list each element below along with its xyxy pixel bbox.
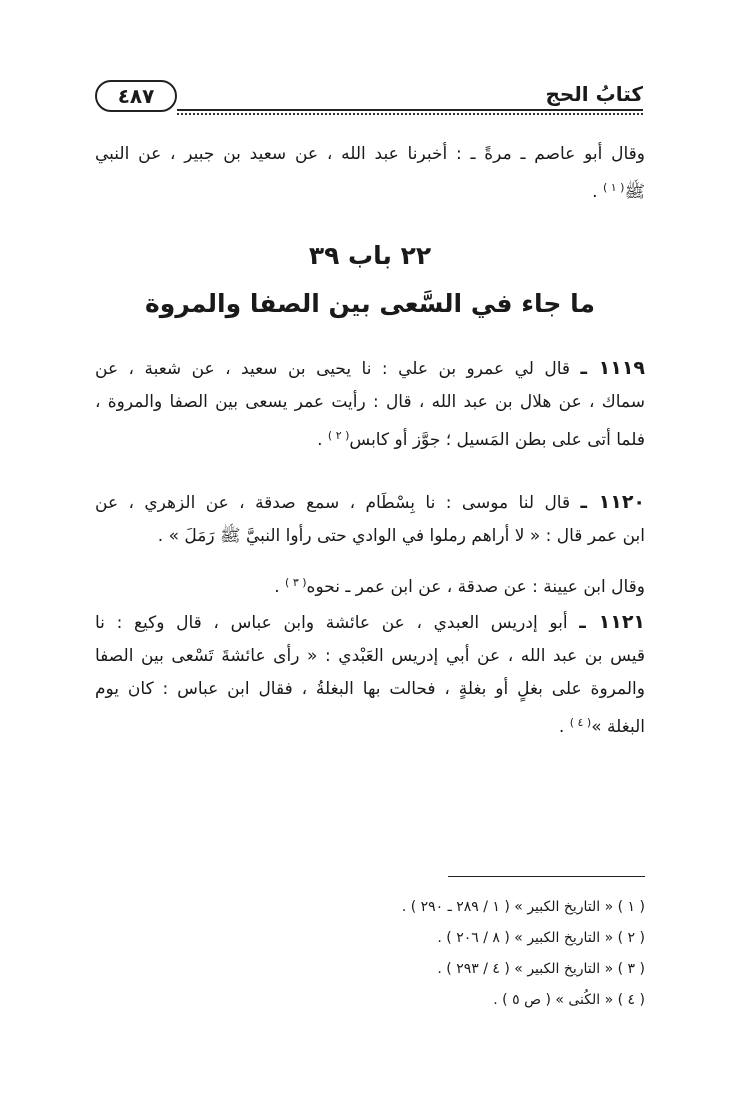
book-title: كتابُ الحج bbox=[545, 82, 643, 106]
hadith-number: ١١٢٠ ـ bbox=[580, 491, 646, 513]
hadith-line: ابن عمر قال : « لا أراهم رملوا في الوادي حتى رأوا النبيَّ ﷺ رَمَلَ » . bbox=[157, 526, 645, 546]
hadith-number: ١١٢١ ـ bbox=[579, 611, 646, 633]
page-number: ٤٨٧ bbox=[95, 80, 177, 112]
footnote-ref: ( ١ ) bbox=[602, 181, 625, 194]
header-rule bbox=[177, 109, 643, 111]
hadith-1121 bbox=[95, 606, 645, 744]
hadith-line: ١١٢١ ـ أبو إدريس العبدي ، عن عائشة وابن عباس ، قال وكيع : نا bbox=[95, 611, 646, 633]
footnote-separator bbox=[448, 876, 645, 877]
hadith-1120 bbox=[95, 486, 645, 553]
chapter-title: ما جاء في السَّعى بين الصفا والمروة bbox=[145, 289, 595, 318]
footnotes bbox=[200, 892, 645, 1016]
page-header bbox=[95, 78, 643, 118]
footnote: ( ١ ) « التاريخ الكبير » ( ١ / ٢٨٩ ـ ٢٩٠ ) . bbox=[401, 899, 645, 915]
chapter-number: ٢٢ باب ٣٩ bbox=[308, 241, 432, 270]
hadith-line: وقال ابن عيينة : عن صدقة ، عن ابن عمر ـ نحوه$^{( ٣ )}$ . bbox=[274, 576, 645, 597]
intro-line: ﷺ$^{( ١ )}$ . bbox=[592, 181, 645, 202]
header-dotted-rule bbox=[177, 113, 643, 115]
footnote-ref: ( ٤ ) bbox=[569, 716, 592, 729]
hadith-line: ١١١٩ ـ قال لي عمرو بن علي : نا يحيى بن سعيد ، عن شعبة ، عن bbox=[95, 357, 646, 379]
footnote-ref: ( ٣ ) bbox=[285, 576, 307, 589]
hadith-line: البغلة »$^{( ٤ )}$ . bbox=[558, 716, 645, 737]
hadith-1119 bbox=[95, 352, 645, 457]
hadith-line: سماك ، عن هلال بن عبد الله ، قال : رأيت عمر يسعى بين الصفا والمروة ، bbox=[95, 392, 645, 412]
footnote: ( ٤ ) « الكُنى » ( ص ٥ ) . bbox=[493, 992, 645, 1008]
salutation-glyph: ﷺ bbox=[624, 182, 645, 202]
footnote-ref: ( ٢ ) bbox=[327, 429, 350, 442]
hadith-line: فلما أتى على بطن المَسيل ؛ جوَّز أو كابس$^{( ٢ )}$ . bbox=[317, 429, 645, 450]
hadith-note bbox=[95, 566, 645, 604]
footnote: ( ٢ ) « التاريخ الكبير » ( ٨ / ٢٠٦ ) . bbox=[437, 930, 645, 946]
hadith-line: قيس بن عبد الله ، عن أبي إدريس العَبْدي : « رأى عائشةَ تَسْعى بين الصفا bbox=[95, 646, 645, 666]
intro-line: وقال أبو عاصم ـ مرةً ـ : أخبرنا عبد الله ، عن سعيد بن جبير ، عن النبي bbox=[95, 144, 645, 164]
chapter-heading bbox=[95, 236, 645, 326]
hadith-number: ١١١٩ ـ bbox=[580, 357, 646, 379]
hadith-line: والمروة على بغلٍ أو بغلةٍ ، فحالت بها البغلةُ ، فقال ابن عباس : كان يوم bbox=[95, 679, 645, 699]
footnote: ( ٣ ) « التاريخ الكبير » ( ٤ / ٢٩٣ ) . bbox=[437, 961, 645, 977]
hadith-line: ١١٢٠ ـ قال لنا موسى : نا بِسْطَام ، سمع صدقة ، عن الزهري ، عن bbox=[95, 491, 646, 513]
intro-paragraph bbox=[95, 138, 645, 209]
